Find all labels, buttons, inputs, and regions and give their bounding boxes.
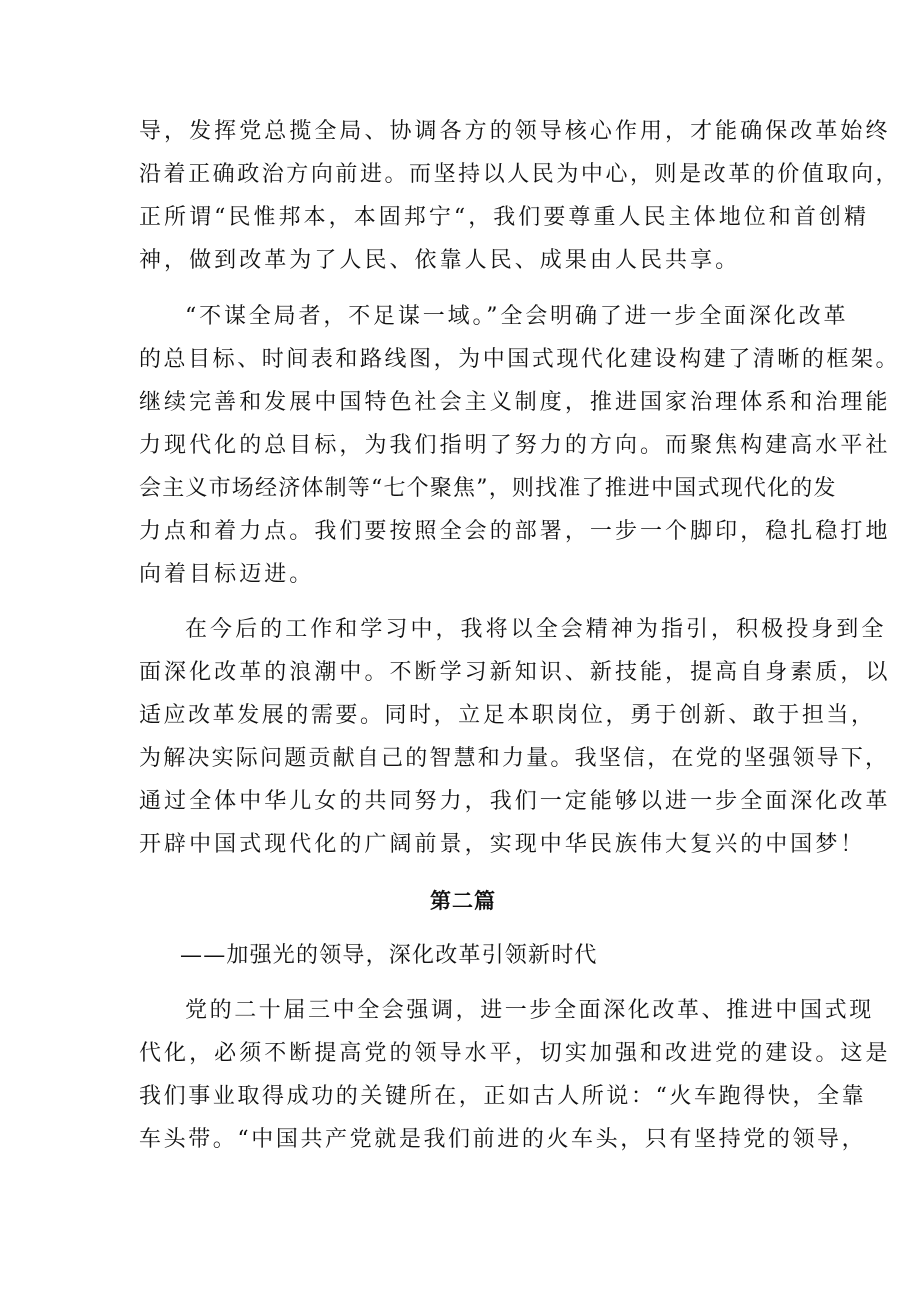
section-subtitle: ——加强光的领导，深化改革引领新时代 [180,943,598,968]
text-line: 党的二十届三中全会强调，进一步全面深化改革、推进中国式现 [185,998,874,1023]
text-line: 导，发挥党总揽全局、协调各方的领导核心作用，才能确保改革始终 [139,119,891,144]
text-line: 适应改革发展的需要。同时，立足本职岗位，勇于创新、敢于担当， [139,703,876,728]
text-line: 力现代化的总目标，为我们指明了努力的方向。而聚焦构建高水平社 [139,433,891,458]
text-line: 我们事业取得成功的关键所在，正如古人所说：“火车跑得快，全靠 [139,1084,867,1109]
text-line: “不谋全局者，不足谋一域。”全会明确了进一步全面深化改革 [185,304,849,329]
text-line: 会主义市场经济体制等“七个聚焦”，则找准了推进中国式现代化的发 [139,476,837,501]
text-line: 沿着正确政治方向前进。而坚持以人民为中心，则是改革的价值取向， [139,162,901,187]
text-line: 开辟中国式现代化的广阔前景，实现中华民族伟大复兴的中国梦！ [139,832,866,857]
section-title: 第二篇 [430,889,496,913]
text-line: 神，做到改革为了人民、依靠人民、成果由人民共享。 [139,248,741,273]
text-line: 为解决实际问题贡献自己的智慧和力量。我坚信，在党的坚强领导下， [139,746,890,771]
text-line: 代化，必须不断提高党的领导水平，切实加强和改进党的建设。这是 [139,1041,891,1066]
text-line: 的总目标、时间表和路线图，为中国式现代化建设构建了清晰的框架。 [139,347,901,372]
text-line: 力点和着力点。我们要按照全会的部署，一步一个脚印，稳扎稳打地 [139,519,891,544]
text-line: 面深化改革的浪潮中。不断学习新知识、新技能，提高自身素质，以 [139,660,891,685]
text-line: 通过全体中华儿女的共同努力，我们一定能够以进一步全面深化改革 [139,789,891,814]
text-line: 向着目标迈进。 [139,562,315,587]
text-line: 在今后的工作和学习中，我将以全会精神为指引，积极投身到全 [185,617,887,642]
text-line: 车头带。“中国共产党就是我们前进的火车头，只有坚持党的领导， [139,1127,867,1152]
text-line: 继续完善和发展中国特色社会主义制度，推进国家治理体系和治理能 [139,390,891,415]
text-line: 正所谓“民惟邦本，本固邦宁“，我们要尊重人民主体地位和首创精 [139,205,869,230]
